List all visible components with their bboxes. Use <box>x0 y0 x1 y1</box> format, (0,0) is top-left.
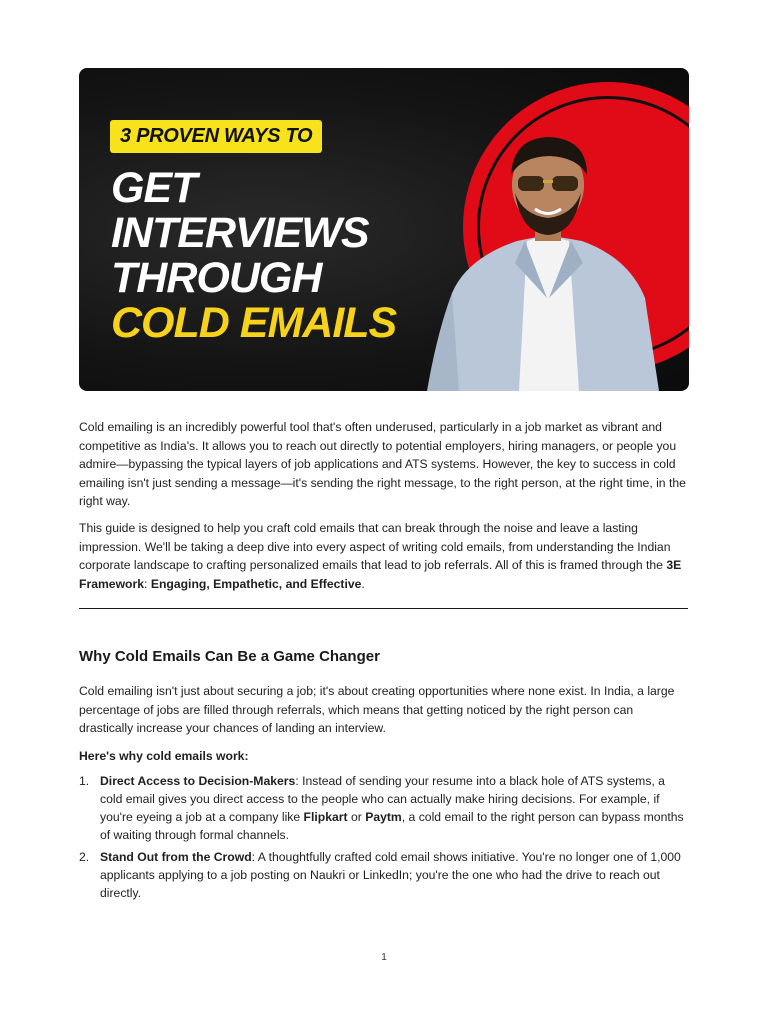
list-item-text: : A thoughtfully crafted cold email shows initiative. You're no longer one of 1,000 applicants applying to a job posting on Naukri or LinkedIn; you're the one who had the drive to reach out directly. <box>100 850 681 900</box>
list-item-number: 1. <box>79 774 90 788</box>
period-text: . <box>361 576 365 591</box>
hero-title-line-3: THROUGH <box>111 254 322 302</box>
section-divider <box>79 608 688 609</box>
list-item-text: , a cold email to the right person can bypass months of waiting through formal channels. <box>100 810 684 842</box>
list-item-title: Stand Out from the Crowd <box>100 850 252 864</box>
section-subheading: Here's why cold emails work: <box>79 749 249 763</box>
intro-paragraph-2 <box>79 519 689 593</box>
hero-title-line-4: COLD EMAILS <box>111 299 397 347</box>
colon-text: : <box>144 576 151 591</box>
framework-terms: Engaging, Empathetic, and Effective <box>150 576 362 591</box>
section-heading: Why Cold Emails Can Be a Game Changer <box>79 648 380 665</box>
page-number: 1 <box>381 952 387 963</box>
list-item-number: 2. <box>79 850 90 864</box>
intro-paragraph-2-text: This guide is designed to help you craft cold emails that can break through the noise and leave a lasting impression. We'll be taking a deep dive into every aspect of writing cold emails, from understanding the Indian corporate landscape to crafting personalized emails that lead to job referrals. All of this is framed through the <box>79 521 671 573</box>
section-paragraph: Cold emailing isn't just about securing a job; it's about creating opportunities where none exist. In India, a large percentage of jobs are filled through referrals, which means that getting noticed by the right person can drastically increase your chances of landing an interview. <box>79 684 675 736</box>
hero-title <box>111 166 396 346</box>
hero-title-line-1: GET <box>111 164 197 212</box>
framework-name: 3E Framework <box>79 558 682 591</box>
hero-badge: 3 PROVEN WAYS TO <box>110 120 322 153</box>
hero-title-line-2: INTERVIEWS <box>111 209 369 257</box>
hero-banner <box>79 68 689 391</box>
brand-name: Paytm <box>365 810 402 824</box>
list-item <box>79 848 689 902</box>
reasons-list <box>79 772 689 906</box>
list-item <box>79 772 689 844</box>
intro-paragraph-1: Cold emailing is an incredibly powerful tool that's often underused, particularly in a job market as vibrant and competitive as India's. It allows you to reach out directly to potential employers, hiring managers, or people you admire—bypassing the typical layers of job applications and ATS systems. However, the key to success in cold emailing isn't just sending a message—it's sending the right message, to the right person, at the right time, in the right way. <box>79 420 686 509</box>
list-item-text: or <box>347 810 366 824</box>
brand-name: Flipkart <box>303 810 348 824</box>
list-item-title: Direct Access to Decision-Makers <box>100 774 296 788</box>
list-item-text: : Instead of sending your resume into a black hole of ATS systems, a cold email gives you direct access to the people who can actually make hiring decisions. For example, if you're eyeing a job at a company like <box>100 774 665 824</box>
person-photo <box>397 123 689 391</box>
